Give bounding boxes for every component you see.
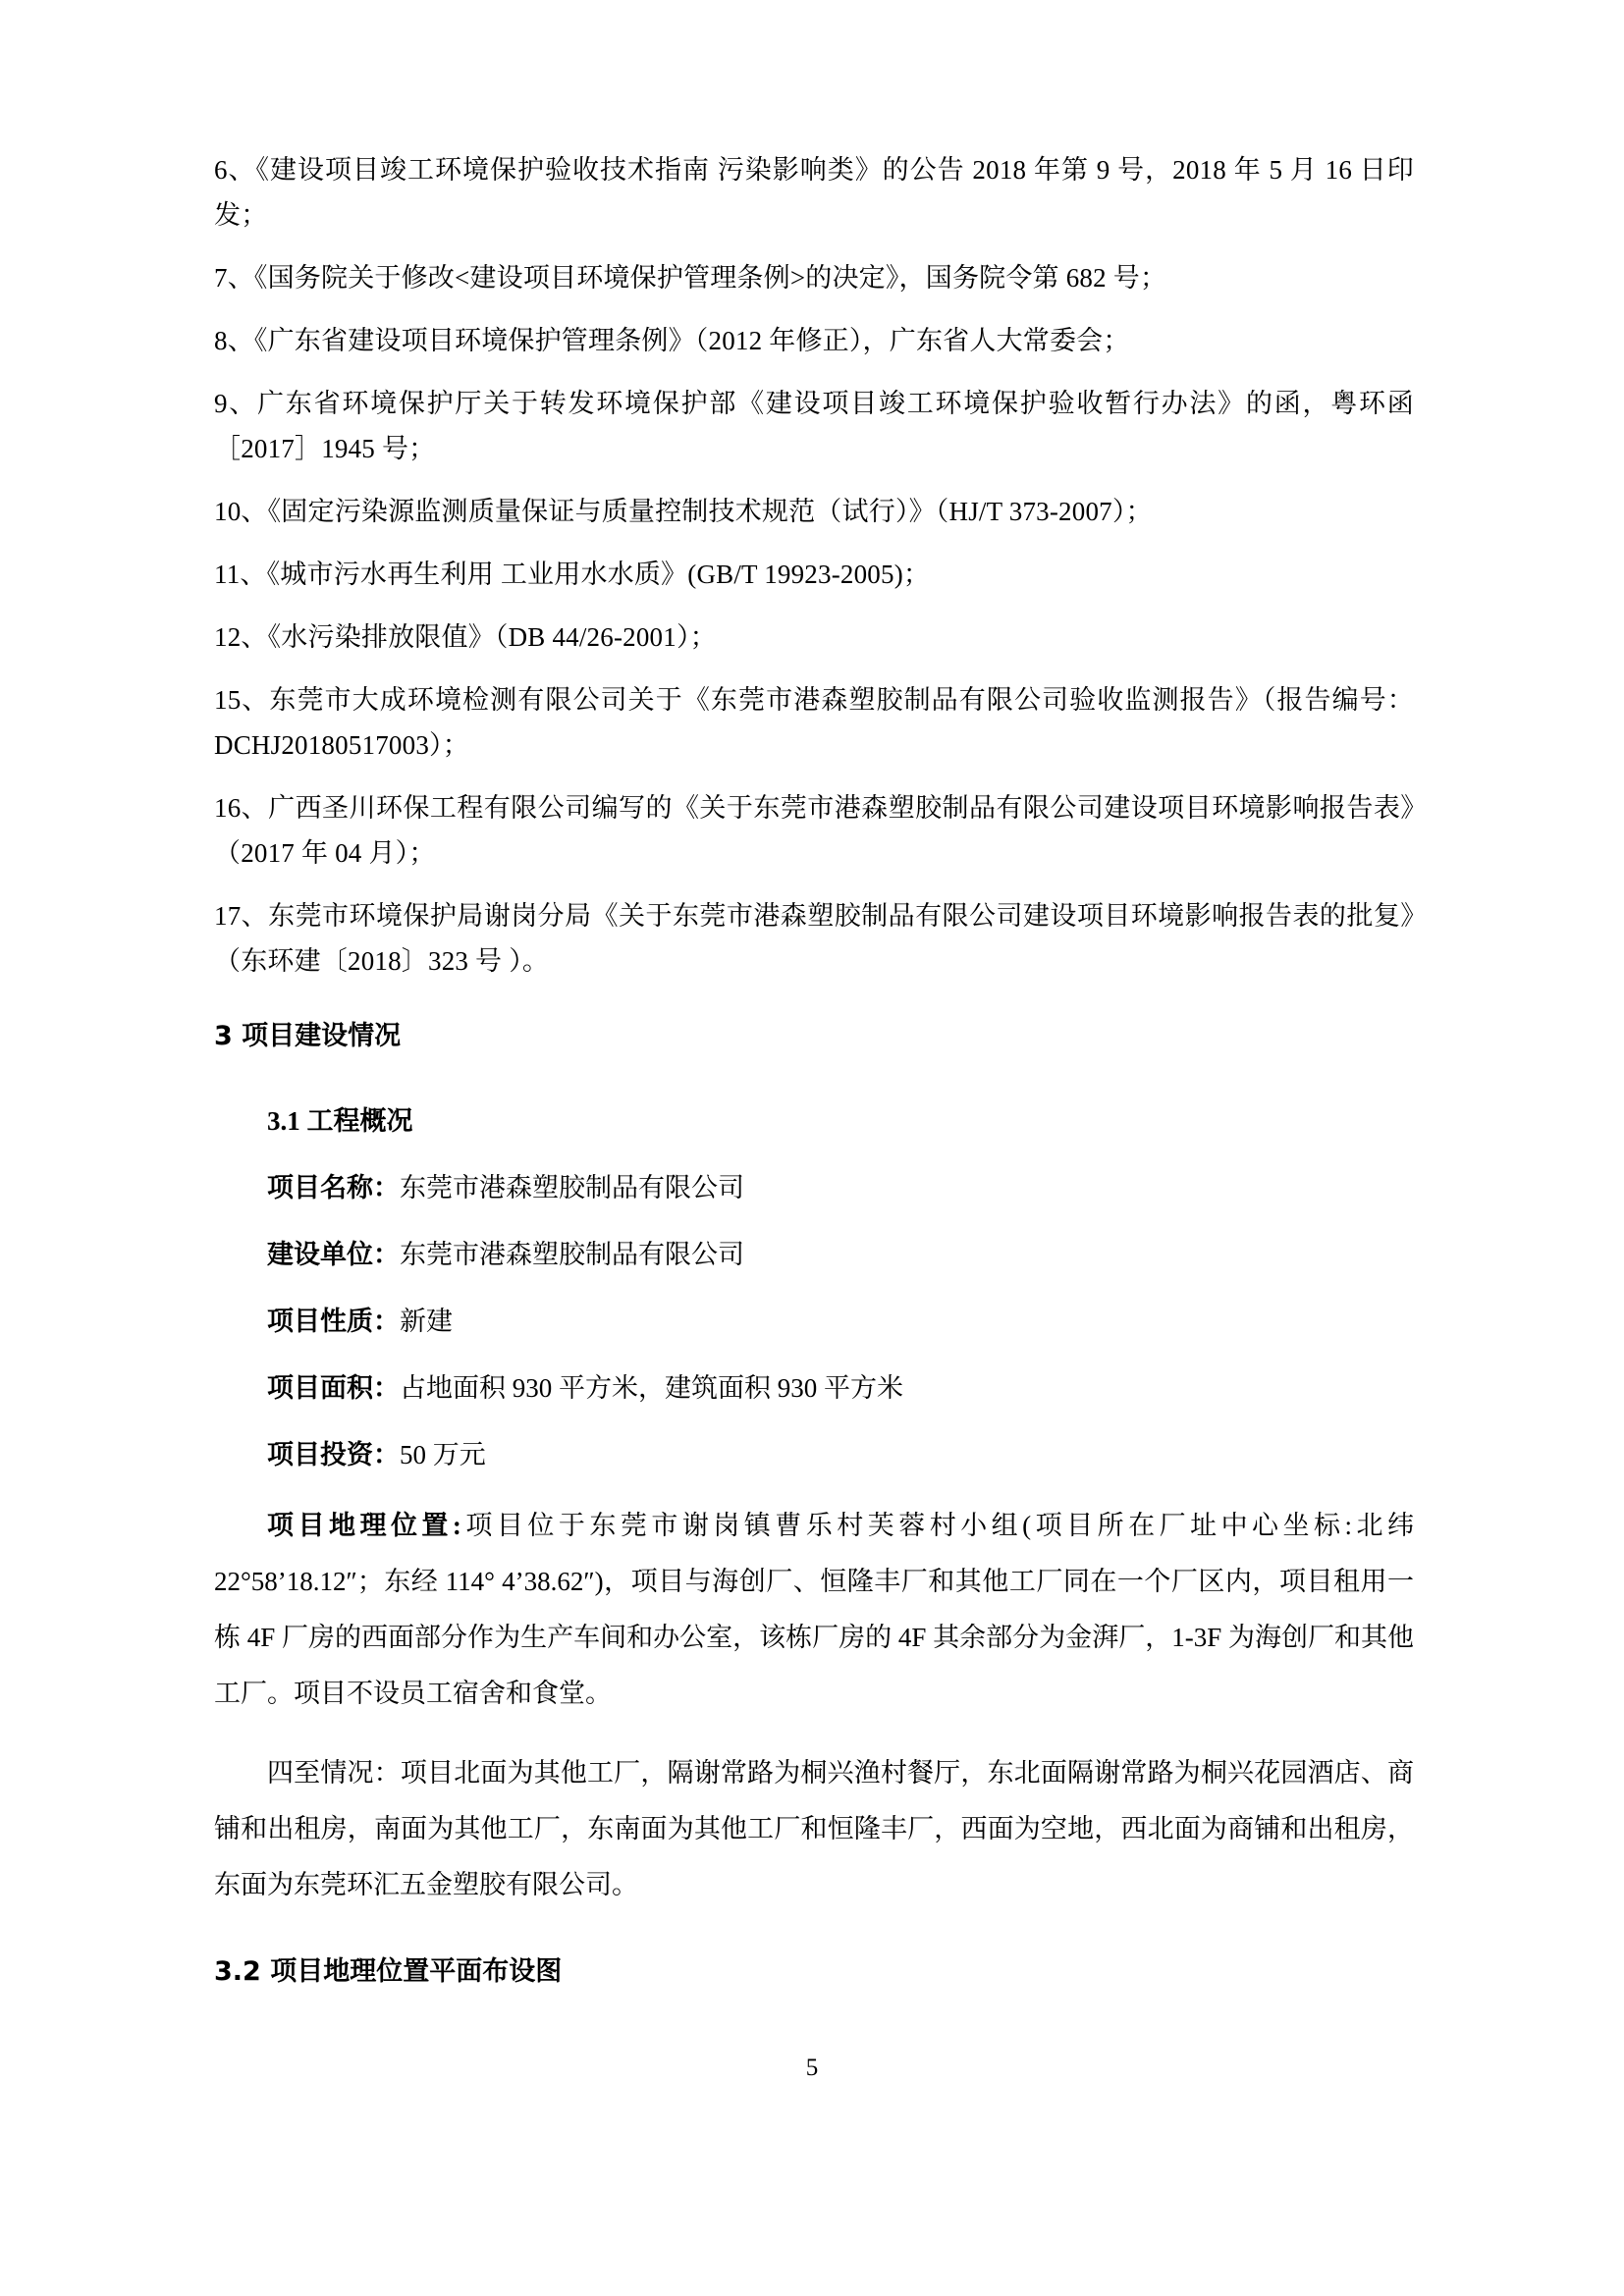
reference-item-7: 7、《国务院关于修改<建设项目环境保护管理条例>的决定》，国务院令第 682 号； bbox=[214, 263, 1167, 293]
field-label-project-investment: 项目投资： bbox=[267, 1440, 400, 1469]
field-value-construction-unit: 东莞市港森塑胶制品有限公司 bbox=[400, 1240, 744, 1269]
paragraph-surroundings: 四至情况：项目北面为其他工厂，隔谢常路为桐兴渔村餐厅，东北面隔谢常路为桐兴花园酒店、商铺和出租房，南面为其他工厂，东南面为其他工厂和恒隆丰厂，西面为空地，西北面为商铺和出租房，东面为东莞环汇五金塑胶有限公司。 bbox=[214, 1758, 1414, 1899]
reference-item-12: 12、《水污染排放限值》（DB 44/26-2001）； bbox=[214, 622, 717, 652]
section-heading-3-2: 3.2 项目地理位置平面布设图 bbox=[214, 1956, 563, 1987]
reference-item-8: 8、《广东省建设项目环境保护管理条例》（2012 年修正），广东省人大常委会； bbox=[214, 326, 1130, 355]
field-project-area bbox=[267, 1368, 1414, 1408]
field-label-project-nature: 项目性质： bbox=[267, 1307, 400, 1336]
field-value-project-location: 项目位于东莞市谢岗镇曹乐村芙蓉村小组(项目所在厂址中心坐标:北纬 22°58’18.12″；东经 114° 4’38.62″)，项目与海创厂、恒隆丰厂和其他工厂同在一个厂区内，项目租用一栋 4F 厂房的西面部分作为生产车间和办公室，该栋厂房的 4F 其余部分为金湃厂，1-3F 为海创厂和其他工厂。项目不设员工宿舍和食堂。 bbox=[214, 1511, 1414, 1708]
field-construction-unit bbox=[267, 1235, 1414, 1274]
field-project-nature bbox=[267, 1302, 1414, 1341]
field-label-project-name: 项目名称： bbox=[267, 1173, 400, 1202]
paragraph-project-location bbox=[214, 1498, 1414, 1722]
field-label-project-area: 项目面积： bbox=[267, 1373, 400, 1403]
reference-item-6: 6、《建设项目竣工环境保护验收技术指南 污染影响类》的公告 2018 年第 9 号，2018 年 5 月 16 日印发； bbox=[214, 155, 1414, 230]
reference-item-17: 17、东莞市环境保护局谢岗分局《关于东莞市港森塑胶制品有限公司建设项目环境影响报告表的批复》（东环建〔2018〕323 号 ）。 bbox=[214, 901, 1414, 976]
reference-item-10: 10、《固定污染源监测质量保证与质量控制技术规范（试行）》（HJ/T 373-2007）； bbox=[214, 497, 1153, 526]
reference-item-15: 15、东莞市大成环境检测有限公司关于《东莞市港森塑胶制品有限公司验收监测报告》（报告编号：DCHJ20180517003）； bbox=[214, 685, 1414, 760]
reference-item-9: 9、广东省环境保护厅关于转发环境保护部《建设项目竣工环境保护验收暂行办法》的函，粤环函［2017］1945 号； bbox=[214, 389, 1414, 463]
field-value-project-nature: 新建 bbox=[400, 1307, 453, 1336]
field-label-construction-unit: 建设单位： bbox=[267, 1240, 400, 1269]
reference-item-16: 16、广西圣川环保工程有限公司编写的《关于东莞市港森塑胶制品有限公司建设项目环境影响报告表》（2017 年 04 月）； bbox=[214, 793, 1414, 868]
field-project-investment bbox=[267, 1435, 1414, 1474]
reference-item-11: 11、《城市污水再生利用 工业用水水质》(GB/T 19923-2005)； bbox=[214, 560, 931, 589]
field-value-project-investment: 50 万元 bbox=[400, 1440, 486, 1469]
field-value-project-area: 占地面积 930 平方米，建筑面积 930 平方米 bbox=[400, 1373, 903, 1403]
page-number: 5 bbox=[805, 2055, 819, 2081]
page-content bbox=[214, 147, 1414, 1992]
field-value-project-name: 东莞市港森塑胶制品有限公司 bbox=[400, 1173, 744, 1202]
section-heading-3-1: 3.1 工程概况 bbox=[267, 1106, 413, 1136]
section-heading-3: 3 项目建设情况 bbox=[214, 1021, 402, 1051]
field-label-project-location: 项目地理位置: bbox=[267, 1511, 461, 1540]
field-project-name bbox=[267, 1168, 1414, 1207]
